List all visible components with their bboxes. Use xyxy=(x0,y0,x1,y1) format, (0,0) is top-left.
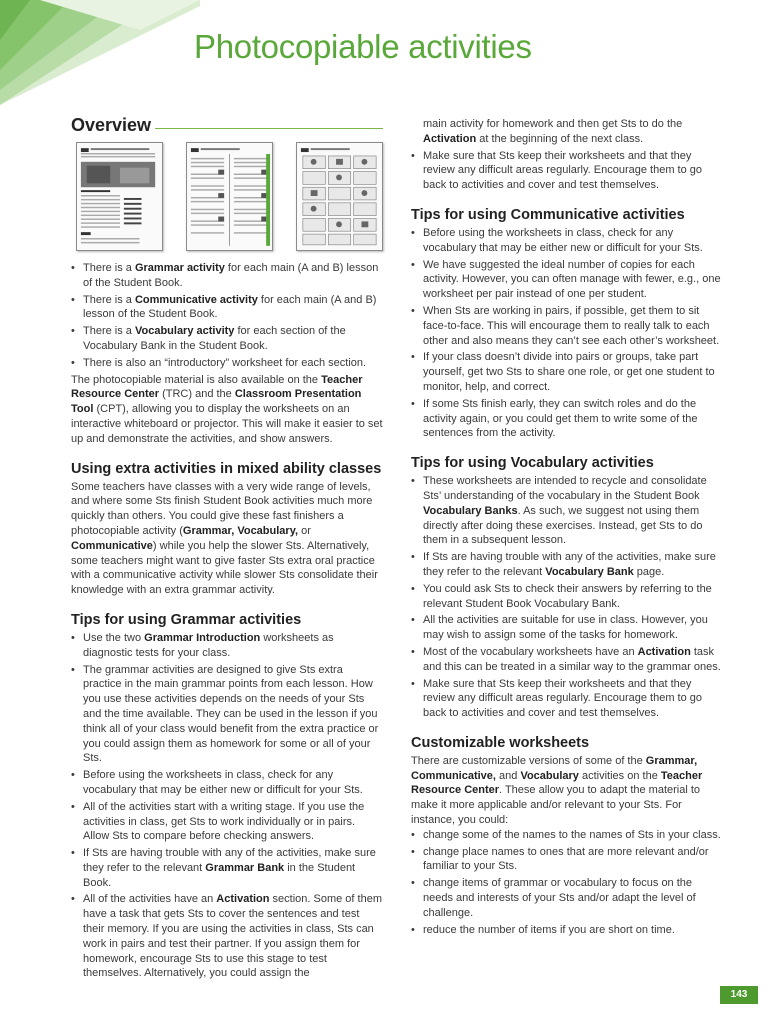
grammar-list-continued xyxy=(411,117,721,193)
list-item: • change some of the names to the names of Sts in your class. xyxy=(411,828,721,841)
mixed-ability-paragraph: Some teachers have classes with a very wide range of levels, and where some Sts finish Student Book activities much more quickly than others. You could give these fast finishers a photocopiable activity (Grammar, Vocabulary, or Communicative) while you help the slower Sts. Alternatively, some teachers might want to give faster Sts extra oral practice with a communicative activity while slower Sts consolidate their knowledge with an extra grammar activity. xyxy=(71,480,378,597)
list-item: • There is a Communicative activity for each main (A and B) lesson of the Student Book. xyxy=(71,293,377,321)
grammar-list xyxy=(71,631,383,981)
right-column xyxy=(411,117,721,939)
list-item: • change place names to ones that are more relevant and/or familiar to your Sts. xyxy=(411,845,709,873)
customizable-title: Customizable worksheets xyxy=(411,734,590,751)
customizable-paragraph: There are customizable versions of some of the Grammar, Communicative, and Vocabulary activities on the Teacher Resource Center. These allow you to adapt the material to make it more applicable and/or relevant to your Sts. For instance, you could: xyxy=(411,754,703,827)
list-item: • If Sts are having trouble with any of the activities, make sure they refer to the relevant Vocabulary Bank page. xyxy=(411,551,716,578)
list-item: • If some Sts finish early, they can switch roles and do the activity again, or you could get them to write some of the sentences from the activity. xyxy=(411,397,698,440)
list-item: • All of the activities start with a writing stage. If you use the activities in class, get Sts to work individually or in pairs. Allow Sts to compare before checking answers. xyxy=(71,800,365,843)
list-item: • These worksheets are intended to recycle and consolidate Sts’ understanding of the vocabulary in the Student Book Vocabulary Banks. As such, we suggest not using them directly after doing these exercises. Instead, get Sts to do them in a subsequent lesson. xyxy=(411,475,707,547)
list-item: • Most of the vocabulary worksheets have an Activation task and this can be treated in a similar way to the grammar ones. xyxy=(411,645,721,673)
vocabulary-list xyxy=(411,474,721,721)
grammar-worksheet-thumbnail xyxy=(76,142,163,251)
left-column xyxy=(71,115,383,983)
mixed-ability-title: Using extra activities in mixed ability classes xyxy=(71,460,382,477)
list-item: • Make sure that Sts keep their worksheets and that they review any difficult areas regularly. Encourage them to go back to activities and cover and test themselves. xyxy=(411,677,703,720)
customizable-list xyxy=(411,828,721,938)
list-item: • The grammar activities are designed to give Sts extra practice in the main grammar points from each lesson. How you use these activities depends on the needs of your Sts and the time available. They can be used in the lesson if you think all of your class would benefit from the extra practice or you could assign them as homework for some or all of your Sts. xyxy=(71,663,379,765)
list-item: • reduce the number of items if you are short on time. xyxy=(411,923,675,936)
list-item: • change items of grammar or vocabulary to focus on the needs and interests of your Sts and/or adapt the level of challenge. xyxy=(411,877,696,919)
list-item: • There is also an “introductory” worksheet for each section. xyxy=(71,356,367,369)
list-item: • Make sure that Sts keep their worksheets and that they review any difficult areas regularly. Encourage them to go back to activities and cover and test themselves. xyxy=(411,149,703,192)
page-title: Photocopiable activities xyxy=(194,28,532,65)
list-item-continuation: main activity for homework and then get Sts to do the Activation at the beginning of the next class. xyxy=(423,118,683,145)
overview-paragraph: The photocopiable material is also available on the Teacher Resource Center (TRC) and the Classroom Presentation Tool (CPT), allowing you to display the worksheets on an interactive whiteboard or projector. This will make it easier to set up and demonstrate the activities, and show answers. xyxy=(71,373,383,445)
vocabulary-worksheet-thumbnail xyxy=(296,142,383,251)
overview-title: Overview xyxy=(71,115,152,135)
list-item: • If Sts are having trouble with any of the activities, make sure they refer to the relevant Grammar Bank in the Student Book. xyxy=(71,847,376,889)
worksheet-thumbnails xyxy=(76,142,383,251)
vocabulary-title: Tips for using Vocabulary activities xyxy=(411,455,654,472)
communicative-list xyxy=(411,226,721,441)
corner-decoration xyxy=(0,0,200,105)
list-item: • When Sts are working in pairs, if possible, get them to sit face-to-face. This will encourage them to really talk to each other and also means they can’t see each other’s worksheet. xyxy=(411,304,720,347)
list-item: • Use the two Grammar Introduction worksheets as diagnostic tests for your class. xyxy=(71,631,334,659)
overview-list xyxy=(71,261,383,371)
list-item: • All of the activities have an Activation section. Some of them have a task that gets Sts to cover the sentences and test their memory. If you are using the activities in class, Sts can work in pairs and test their partner. If you assign them for homework, encourage Sts to use this stage to test themselves. Alternatively, you could assign the xyxy=(71,893,382,980)
communicative-title: Tips for using Communicative activities xyxy=(411,206,685,223)
page-number: 143 xyxy=(720,986,758,1004)
list-item: • All the activities are suitable for use in class. However, you may wish to assign some of the tasks for homework. xyxy=(411,614,708,642)
list-item: • We have suggested the ideal number of copies for each activity. However, you can often manage with fewer, e.g., one worksheet per pair instead of one per student. xyxy=(411,258,721,301)
list-item: • There is a Grammar activity for each main (A and B) lesson of the Student Book. xyxy=(71,262,379,289)
grammar-title: Tips for using Grammar activities xyxy=(71,611,302,628)
communicative-worksheet-thumbnail xyxy=(186,142,273,251)
list-item: • There is a Vocabulary activity for each section of the Vocabulary Bank in the Student Book. xyxy=(71,325,346,352)
list-item: • Before using the worksheets in class, check for any vocabulary that may be either new or difficult for your Sts. xyxy=(411,226,703,254)
list-item: • If your class doesn’t divide into pairs or groups, take part yourself, get two Sts to share one role, or get one student to monitor, help, and correct. xyxy=(411,351,715,393)
list-item: • You could ask Sts to check their answers by referring to the relevant Student Book Vocabulary Bank. xyxy=(411,582,712,610)
overview-heading xyxy=(71,115,383,136)
list-item: • Before using the worksheets in class, check for any vocabulary that may be either new or difficult for your Sts. xyxy=(71,769,363,796)
heading-rule xyxy=(155,128,383,129)
